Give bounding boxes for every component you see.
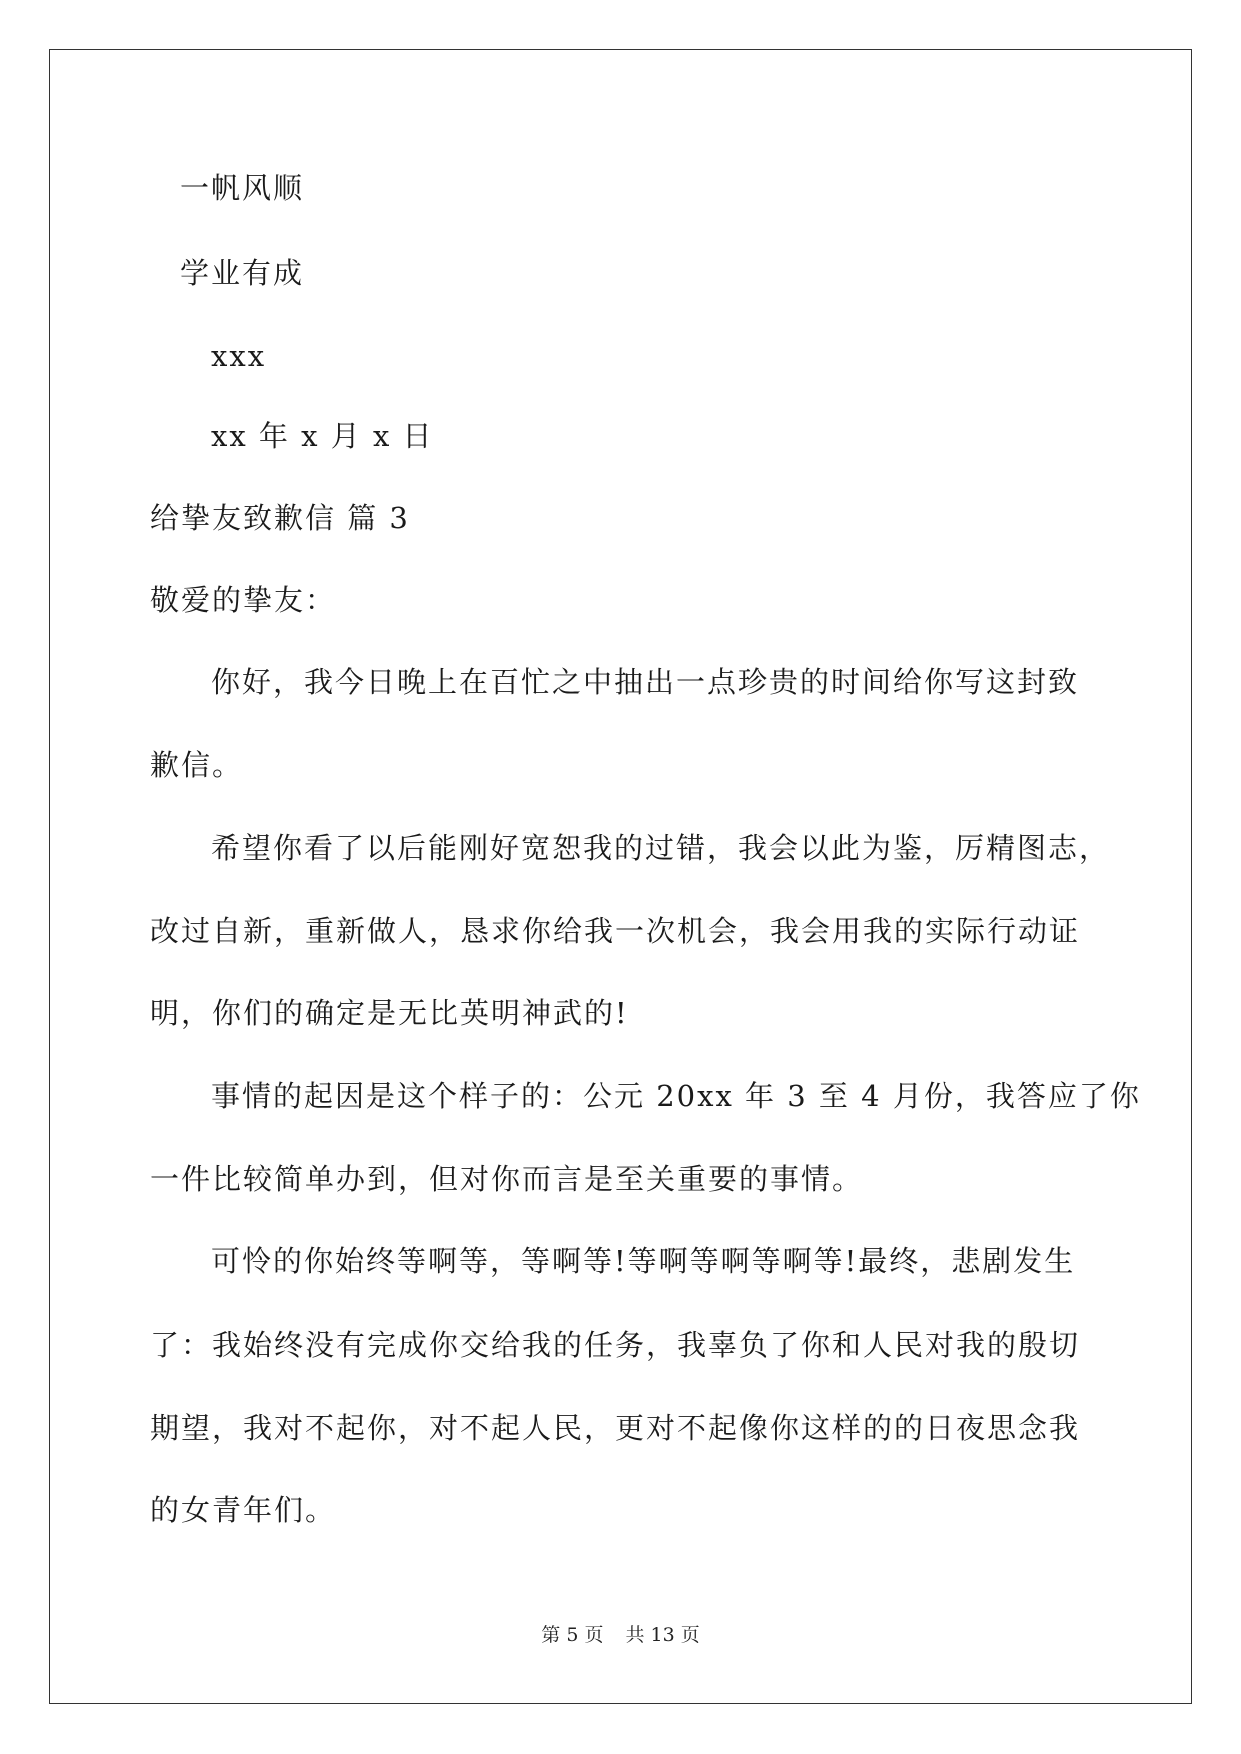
- total-page-count: 共 13 页: [625, 1624, 700, 1646]
- body-line: 你好，我今日晚上在百忙之中抽出一点珍贵的时间给你写这封致: [211, 665, 1080, 699]
- body-line: 期望，我对不起你，对不起人民，更对不起像你这样的的日夜思念我: [150, 1411, 1081, 1445]
- body-line: 一件比较简单办到，但对你而言是至关重要的事情。: [150, 1162, 864, 1196]
- signature-date: xx 年 x 月 x 日: [211, 419, 434, 453]
- salutation: 敬爱的挚友：: [150, 583, 337, 617]
- body-line: 希望你看了以后能刚好宽恕我的过错，我会以此为鉴，厉精图志，: [211, 831, 1111, 865]
- page-border: [49, 49, 1192, 1704]
- body-line: 事情的起因是这个样子的：公元 20xx 年 3 至 4 月份，我答应了你: [211, 1079, 1141, 1113]
- body-line: 明，你们的确定是无比英明神武的!: [150, 996, 629, 1030]
- body-line: 了：我始终没有完成你交给我的任务，我辜负了你和人民对我的殷切: [150, 1328, 1081, 1362]
- body-line: 歉信。: [150, 748, 244, 782]
- body-line: 的女青年们。: [150, 1493, 337, 1527]
- section-title: 给挚友致歉信 篇 3: [150, 501, 410, 535]
- closing-wish-2: 学业有成: [180, 256, 305, 290]
- body-line: 改过自新，重新做人，恳求你给我一次机会，我会用我的实际行动证: [150, 914, 1081, 948]
- page-footer: [0, 1622, 1241, 1648]
- closing-wish-1: 一帆风顺: [180, 171, 305, 205]
- current-page-number: 第 5 页: [541, 1624, 604, 1646]
- signature: xxx: [211, 339, 267, 373]
- body-line: 可怜的你始终等啊等，等啊等!等啊等啊等啊等!最终，悲剧发生: [211, 1244, 1076, 1278]
